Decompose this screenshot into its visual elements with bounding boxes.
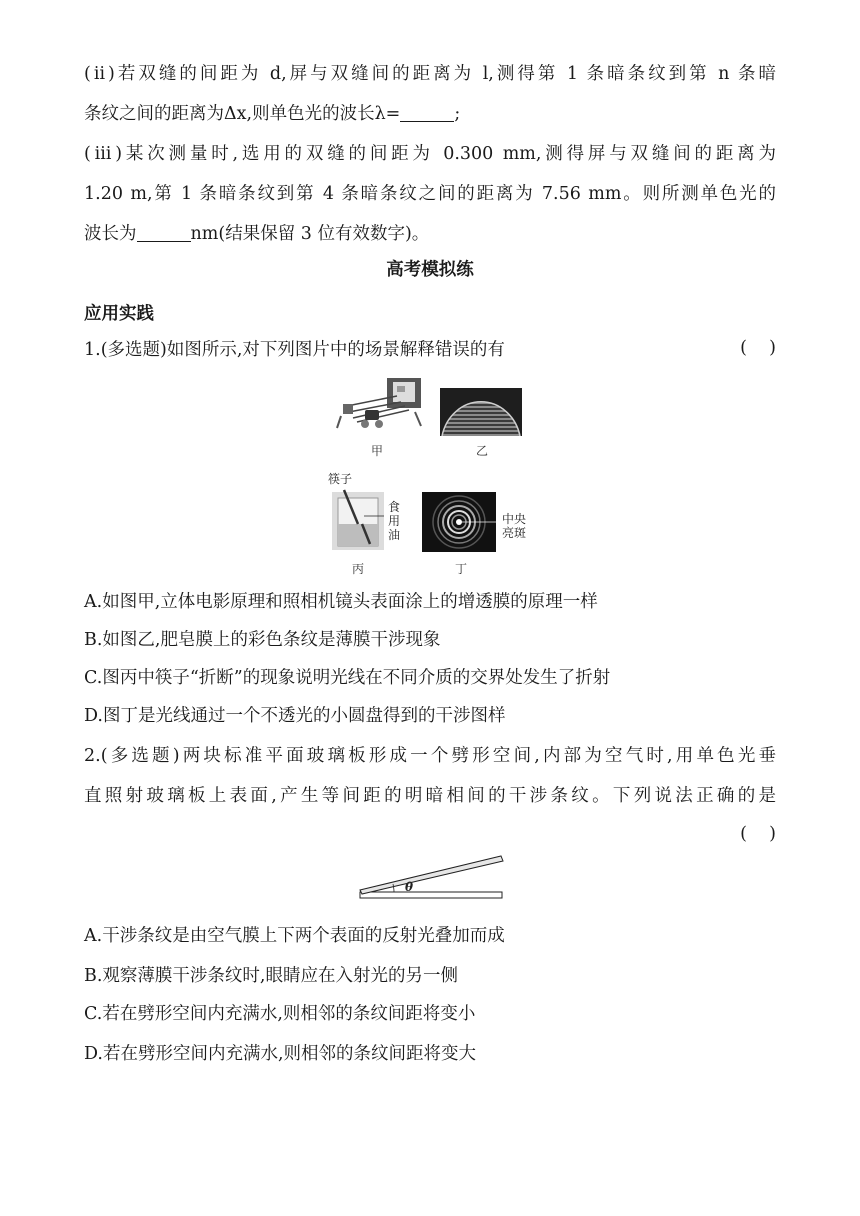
part-iii-line-3-end: nm(结果保留 3 位有效数字)。	[190, 224, 430, 244]
q2-option-c: C.若在劈形空间内充满水,则相邻的条纹间距将变小	[84, 1004, 476, 1024]
part-iii-line-3	[84, 222, 776, 246]
part-ii-line-1: (ⅱ)若双缝的间距为 d,屏与双缝间的距离为 l,测得第 1 条暗条纹到第 n 条暗	[84, 64, 776, 84]
answer-blank-wavelength	[400, 103, 454, 122]
figure-jia-caption: 甲	[371, 444, 384, 458]
figure-yi-soap-film	[440, 388, 522, 436]
figure-ding-caption: 丁	[455, 562, 468, 576]
q2-line-2: 直照射玻璃板上表面,产生等间距的明暗相间的干涉条纹。下列说法正确的是	[84, 786, 776, 806]
angle-theta-label: θ	[405, 880, 414, 894]
answer-blank-nm	[137, 223, 191, 242]
part-iii-line-1: (ⅲ)某次测量时,选用的双缝的间距为 0.300 mm,测得屏与双缝间的距离为	[84, 144, 776, 164]
part-ii-line-2-text: 条纹之间的距离为Δx,则单色光的波长λ=	[84, 104, 401, 124]
part-iii-line-3-text: 波长为	[84, 224, 137, 244]
q2-option-a: A.干涉条纹是由空气膜上下两个表面的反射光叠加而成	[84, 926, 505, 946]
section-title: 高考模拟练	[386, 260, 474, 280]
q2-answer-paren: ( )	[740, 824, 776, 844]
subsection-title: 应用实践	[84, 304, 154, 324]
figure-bing-chopsticks	[328, 488, 388, 552]
figure-jia-projector	[335, 374, 430, 436]
q1-stem: 1.(多选题)如图所示,对下列图片中的场景解释错误的有	[84, 340, 505, 360]
figure-air-wedge	[358, 852, 506, 904]
q1-option-b: B.如图乙,肥皂膜上的彩色条纹是薄膜干涉现象	[84, 630, 441, 650]
q1-option-c: C.图丙中筷子“折断”的现象说明光线在不同介质的交界处发生了折射	[84, 668, 611, 688]
figure-bing-caption: 丙	[352, 562, 365, 576]
label-chopsticks: 筷子	[328, 472, 353, 486]
q1-option-a: A.如图甲,立体电影原理和照相机镜头表面涂上的增透膜的原理一样	[84, 592, 598, 612]
label-oil: 食 用 油	[388, 500, 401, 542]
q2-line-1: 2.(多选题)两块标准平面玻璃板形成一个劈形空间,内部为空气时,用单色光垂	[84, 746, 776, 766]
part-ii-line-2	[84, 102, 776, 126]
part-iii-line-2: 1.20 m,第 1 条暗条纹到第 4 条暗条纹之间的距离为 7.56 mm。则所测单色光的	[84, 184, 776, 204]
part-ii-line-2-end: ;	[454, 104, 461, 124]
figure-ding-poisson-spot	[422, 492, 496, 552]
q2-option-d: D.若在劈形空间内充满水,则相邻的条纹间距将变大	[84, 1044, 477, 1064]
q1-answer-paren: ( )	[740, 338, 776, 358]
q2-option-b: B.观察薄膜干涉条纹时,眼睛应在入射光的另一侧	[84, 966, 458, 986]
label-center-spot: 中央 亮斑	[502, 512, 527, 540]
q1-option-d: D.图丁是光线通过一个不透光的小圆盘得到的干涉图样	[84, 706, 506, 726]
figure-yi-caption: 乙	[476, 444, 489, 458]
